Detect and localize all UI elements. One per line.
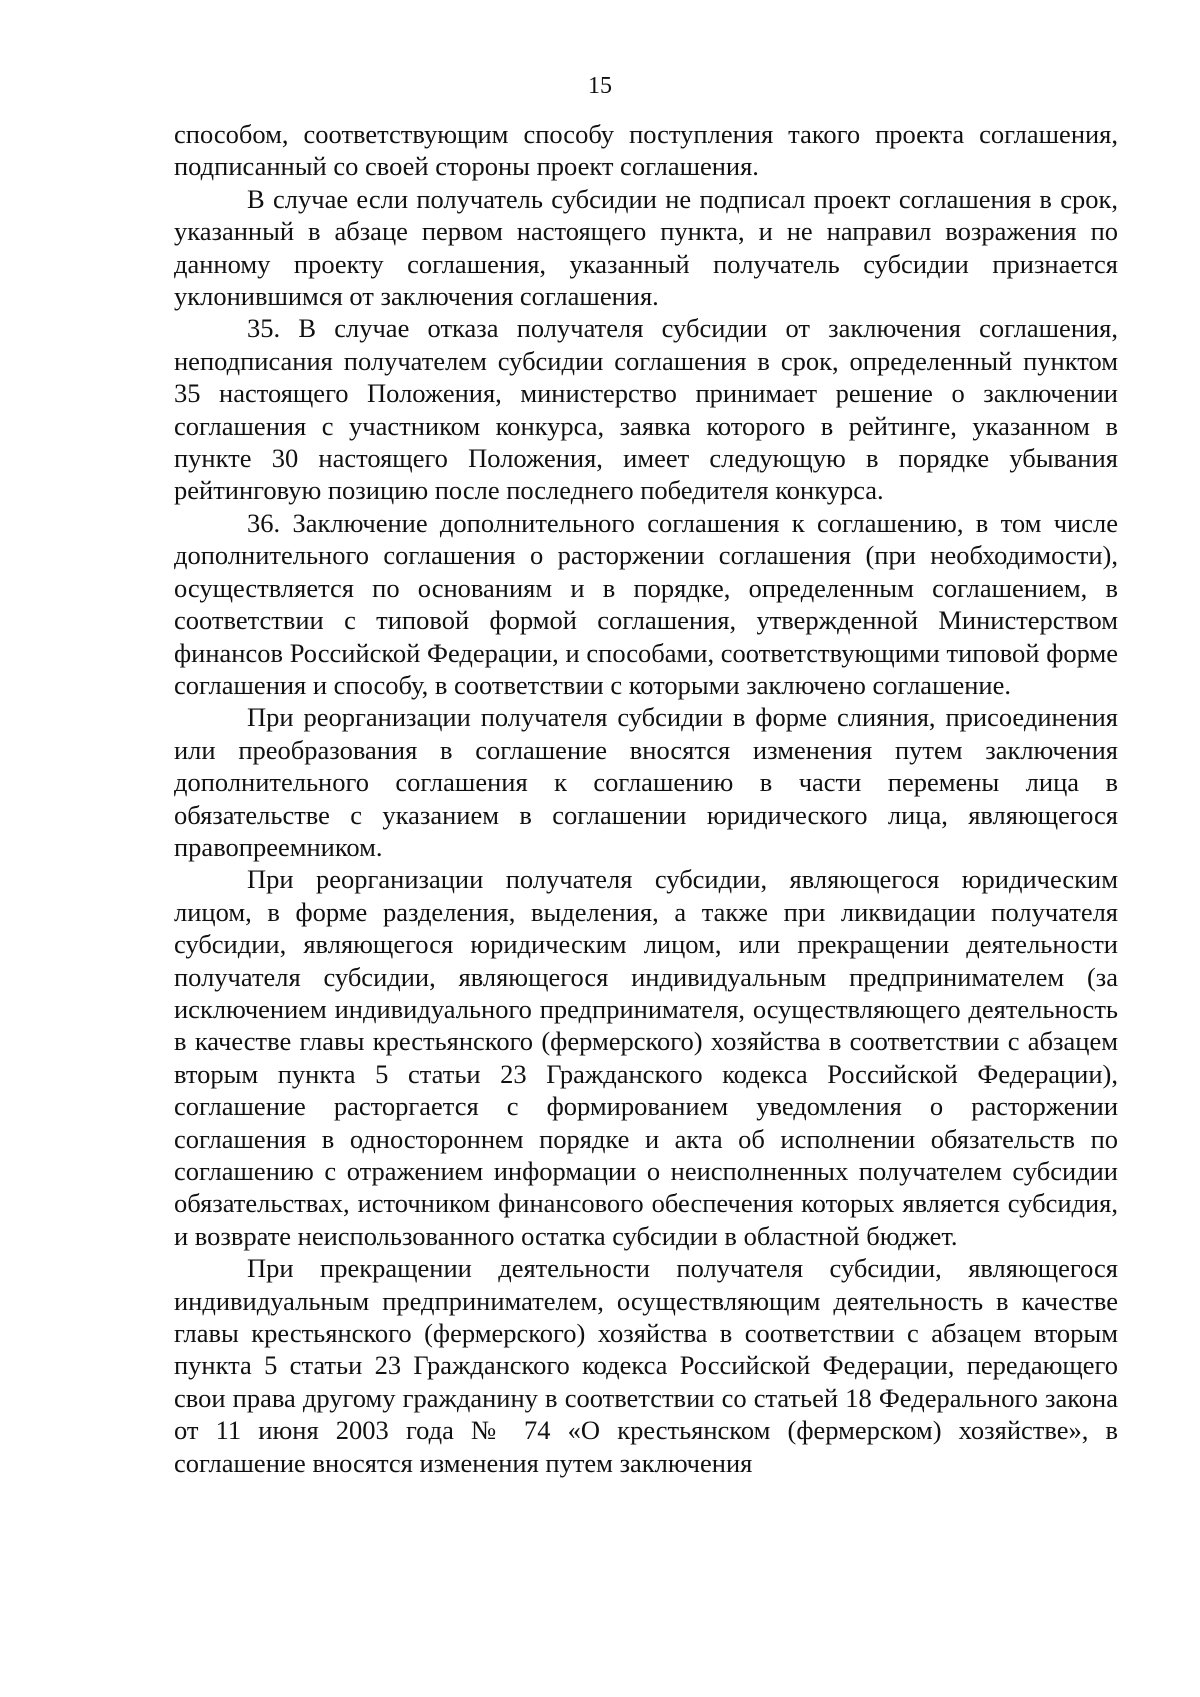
paragraph-farm-termination: При прекращении деятельности получателя субсидии, являющегося индивидуальным предпринимателем, осуществляющим деятельность в качестве главы крестьянского (фермерского) хозяйства в соответствии с абзацем вторым пункта 5 статьи 23 Гражданского кодекса Российской Федерации, передающего свои права другому гражданину в соответствии со статьей 18 Федерального закона от 11 июня 2003 года № 74 «О крестьянском (фермерском) хозяйстве», в соглашение вносятся изменения путем заключения [174, 1253, 1118, 1478]
paragraph-clause-35: 35. В случае отказа получателя субсидии от заключения соглашения, неподписания получателем субсидии соглашения в срок, определенный пунктом 35 настоящего Положения, министерство принимает решение о заключении соглашения с участником конкурса, заявка которого в рейтинге, указанном в пункте 30 настоящего Положения, имеет следующую в порядке убывания рейтинговую позицию после последнего победителя конкурса. [174, 313, 1118, 506]
paragraph-reorganization-division: При реорганизации получателя субсидии, являющегося юридическим лицом, в форме разделения, выделения, а также при ликвидации получателя субсидии, являющегося юридическим лицом, или прекращении деятельности получателя субсидии, являющегося индивидуальным предпринимателем (за исключением индивидуального предпринимателя, осуществляющего деятельность в качестве главы крестьянского (фермерского) хозяйства в соответствии с абзацем вторым пункта 5 статьи 23 Гражданского кодекса Российской Федерации), соглашение расторгается с формированием уведомления о расторжении соглашения в одностороннем порядке и акта об исполнении обязательств по соглашению с отражением информации о неисполненных получателем субсидии обязательствах, источником финансового обеспечения которых является субсидия, и возврате неиспользованного остатка субсидии в областной бюджет. [174, 864, 1118, 1251]
document-body [174, 118, 1118, 1479]
paragraph-refusal-to-sign: В случае если получатель субсидии не подписал проект соглашения в срок, указанный в абзаце первом настоящего пункта, и не направил возражения по данному проекту соглашения, указанный получатель субсидии признается уклонившимся от заключения соглашения. [174, 183, 1118, 312]
paragraph-reorganization-merger: При реорганизации получателя субсидии в форме слияния, присоединения или преобразования в соглашение вносятся изменения путем заключения дополнительного соглашения к соглашению в части перемены лица в обязательстве с указанием в соглашении юридического лица, являющегося правопреемником. [174, 702, 1118, 862]
paragraph-continuation: способом, соответствующим способу поступления такого проекта соглашения, подписанный со своей стороны проект соглашения. [174, 119, 1118, 182]
paragraph-clause-36: 36. Заключение дополнительного соглашения к соглашению, в том числе дополнительного соглашения о расторжении соглашения (при необходимости), осуществляется по основаниям и в порядке, определенным соглашением, в соответствии с типовой формой соглашения, утвержденной Министерством финансов Российской Федерации, и способами, соответствующими типовой форме соглашения и способу, в соответствии с которыми заключено соглашение. [174, 507, 1118, 700]
page-number: 15 [588, 73, 612, 99]
